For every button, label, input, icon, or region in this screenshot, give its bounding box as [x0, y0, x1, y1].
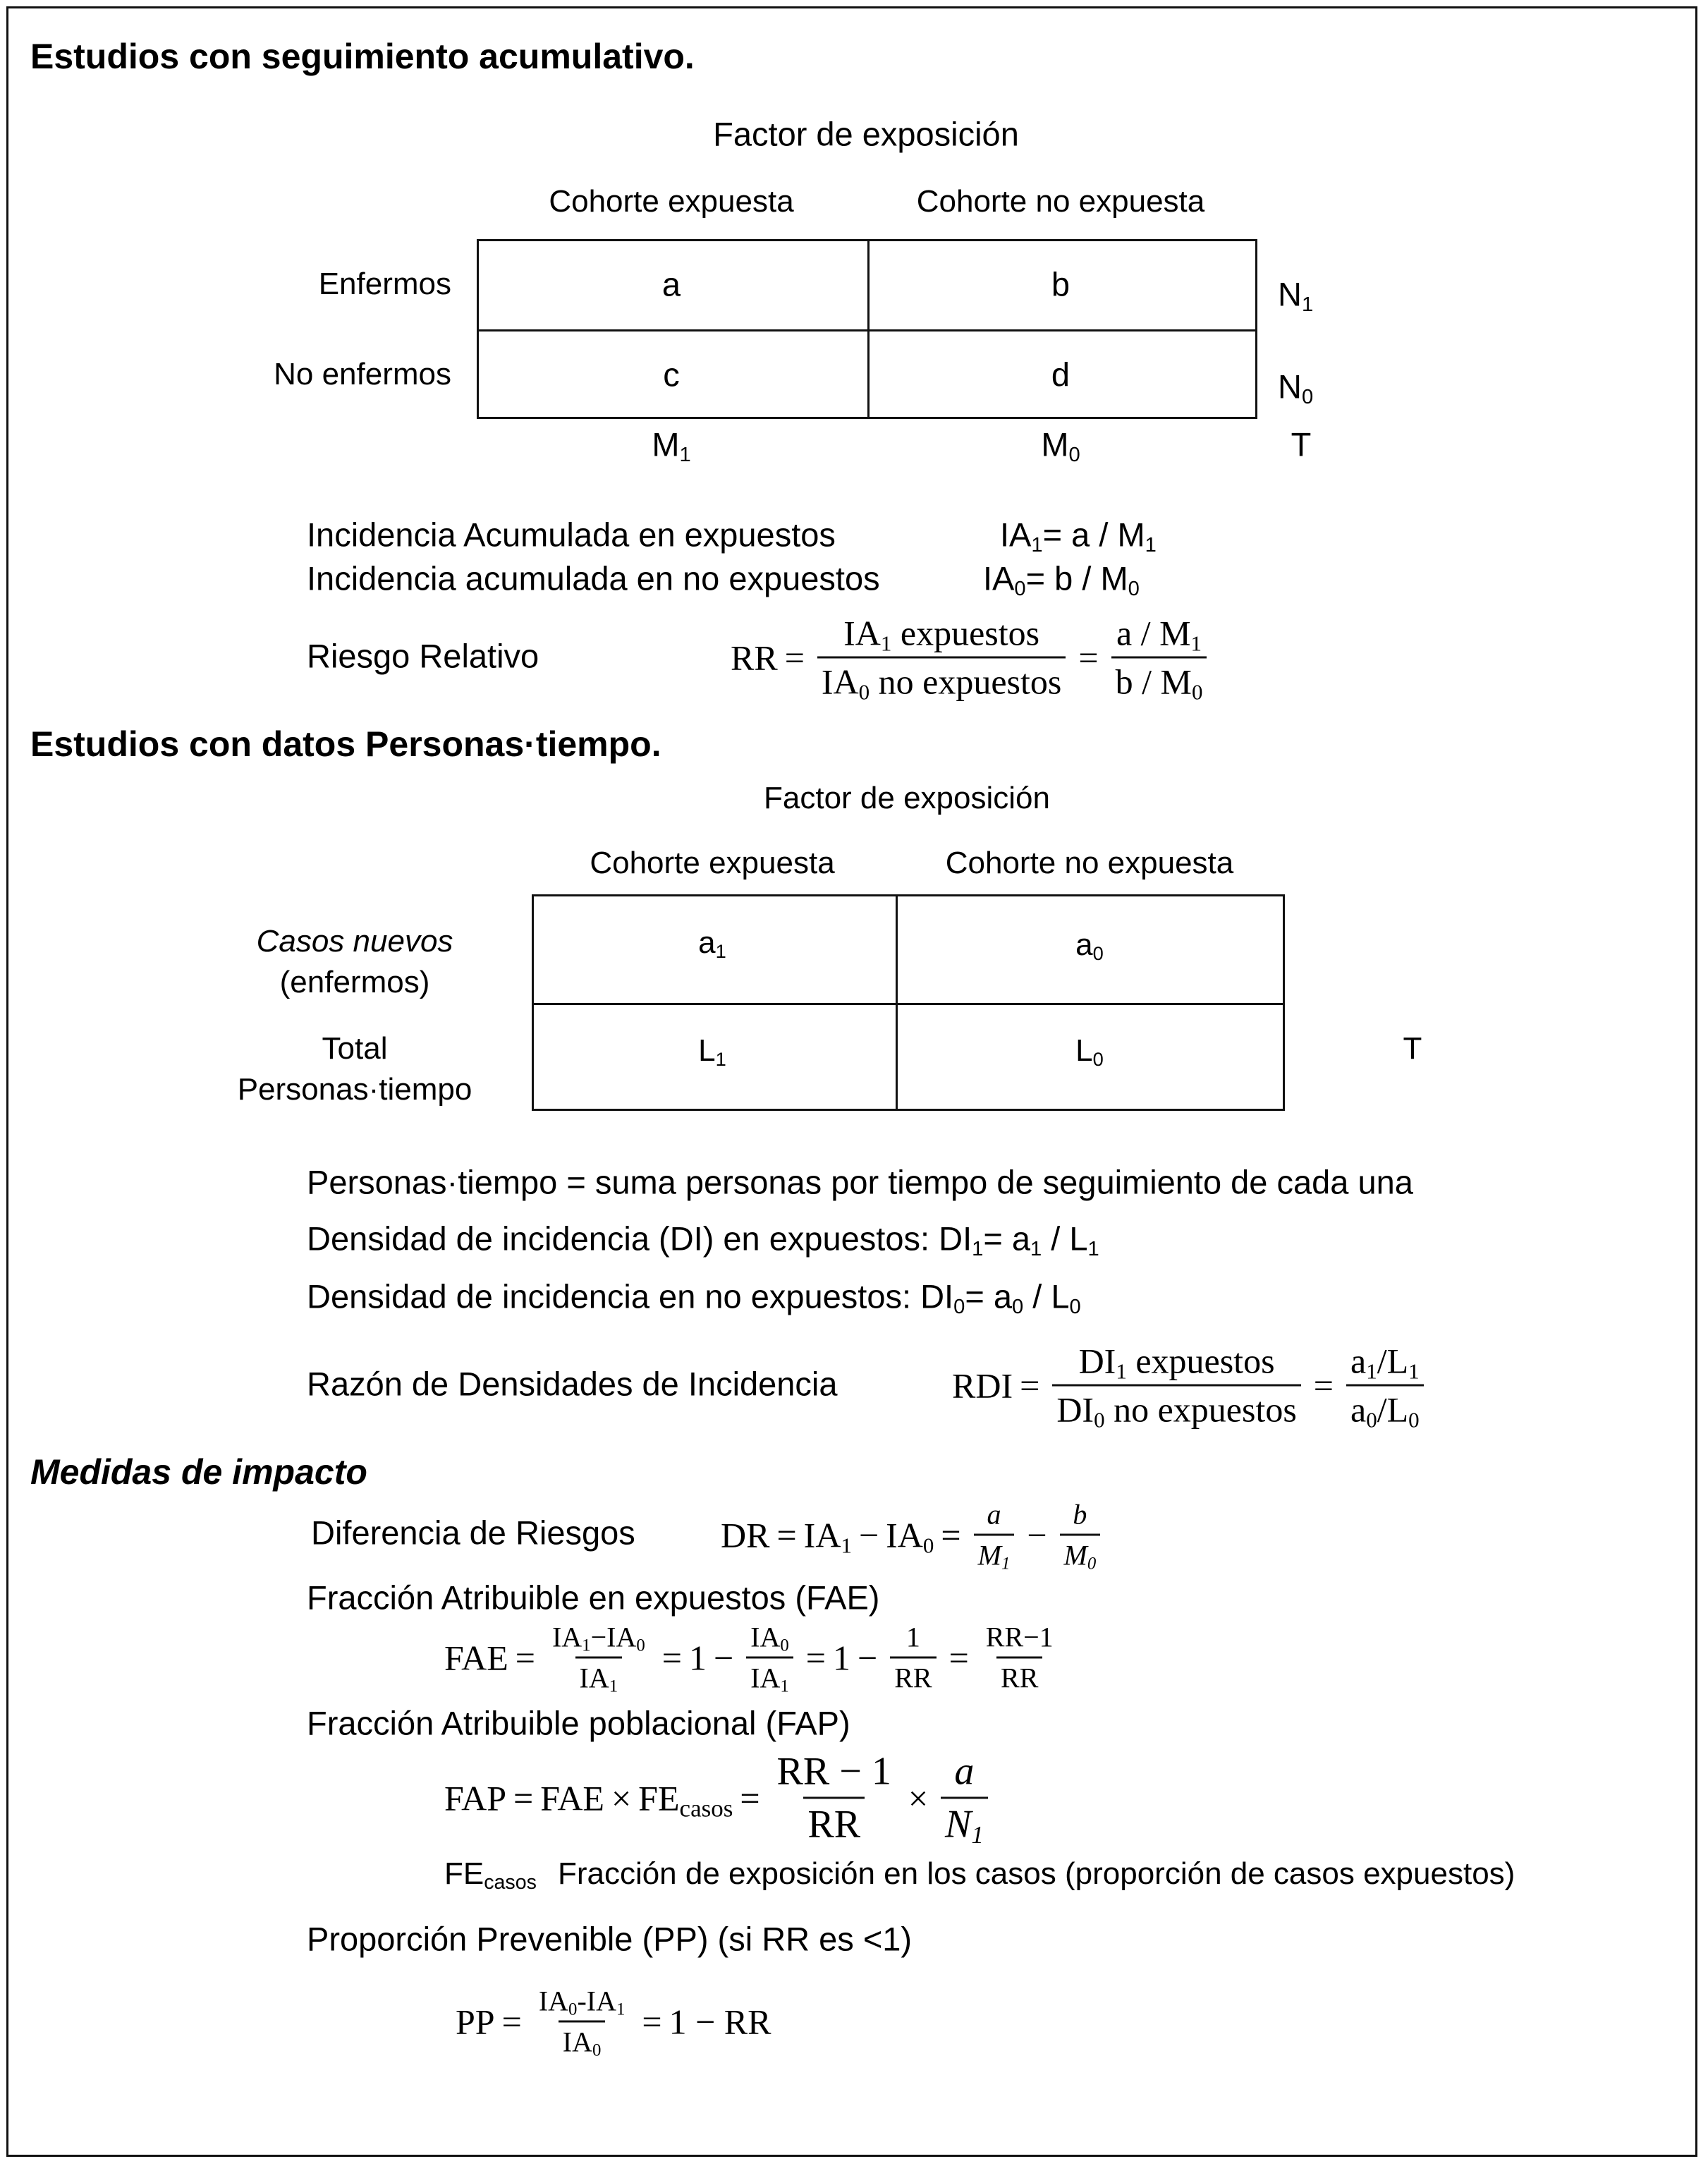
cell-a: a [661, 265, 681, 303]
cell-d: d [1051, 355, 1070, 394]
cell-a1: $a_1$ [698, 925, 726, 962]
fae-fraction-4: $\frac{RR-1}{RR}$ [985, 1621, 1054, 1694]
section-title-impact: Medidas de impacto [30, 1452, 367, 1492]
cell-b: b [1051, 265, 1070, 303]
cell-c: c [663, 355, 680, 394]
fae-fraction-1: $\frac{IA_1-IA_0}{IA_1}$ [551, 1621, 645, 1696]
col-total-m1: $M_1$ [652, 425, 691, 466]
row-label-not-sick: No enfermos [274, 357, 451, 391]
ia0-formula: $IA_0= b / M_0$ [983, 559, 1140, 600]
cell-l1: $L_1$ [698, 1033, 726, 1070]
col-header-exposed-2: Cohorte expuesta [590, 846, 835, 880]
rr-label: Riesgo Relativo [307, 637, 539, 675]
dr-label: Diferencia de Riesgos [311, 1514, 635, 1552]
fap-fraction-2: $\frac{a}{N_1}$ [941, 1749, 988, 1847]
di1-line: Densidad de incidencia (DI) en expuestos: $DI_1= a_1 / L_1$ [307, 1219, 1099, 1260]
rr-symbol: RR [731, 638, 778, 677]
row-label-sick-paren: (enfermos) [279, 965, 430, 999]
table-divider-horizontal [534, 1003, 1283, 1005]
col-header-unexposed-1: Cohorte no expuesta [916, 184, 1205, 219]
rr-fraction-2: $\frac{a / M_1}{b / M_0}$ [1111, 613, 1207, 702]
rdi-fraction-1: $\frac{DI_1 expuestos}{DI_0 no expuestos}$ [1052, 1341, 1300, 1430]
factor-label-1: Factor de exposición [713, 115, 1019, 153]
section-title-person-time: Estudios con datos Personas·tiempo. [30, 724, 661, 764]
ia1-label: Incidencia Acumulada en expuestos [307, 516, 836, 554]
grand-total-1: T [1291, 425, 1312, 463]
ia1-formula: $IA_1= a / M_1$ [1000, 516, 1157, 556]
row-label-new-cases: Casos nuevos [256, 924, 453, 959]
section-title-cumulative: Estudios con seguimiento acumulativo. [30, 37, 695, 76]
fae-fraction-3: $\frac{1}{RR}$ [890, 1621, 936, 1695]
dr-formula: DR = $IA_1$ − $IA_0$ = $\frac{a}{M_1}$ − $\frac{b}{M_0}$ [721, 1498, 1106, 1572]
col-total-m0: $M_0$ [1041, 425, 1080, 466]
fap-formula: FAP = FAE × $FE_{casos}$ = $\frac{RR - 1}{RR}$ × $\frac{a}{N_1}$ [444, 1749, 994, 1847]
cell-a0: $a_0$ [1075, 927, 1104, 964]
rr-formula: RR = $\frac{IA_1 expuestos}{IA_0 no expuestos}$ = $\frac{a / M_1}{b / M_0}$ [731, 613, 1212, 702]
pp-formula: PP = $\frac{IA_0-IA_1}{IA_0}$ = 1 − RR [456, 1985, 771, 2060]
fap-label: Fracción Atribuible poblacional (FAP) [307, 1704, 850, 1742]
pp-fraction: $\frac{IA_0-IA_1}{IA_0}$ [538, 1985, 626, 2060]
fae-fraction-2: $\frac{IA_0}{IA_1}$ [746, 1621, 793, 1695]
row-label-person-time: Personas·tiempo [237, 1072, 472, 1107]
rdi-formula: RDI = $\frac{DI_1 expuestos}{DI_0 no expuestos}$ = $\frac{a_1/L_1}{a_0/L_0}$ [952, 1341, 1429, 1430]
rdi-label: Razón de Densidades de Incidencia [307, 1365, 838, 1403]
row-total-n1: $N_1$ [1278, 275, 1314, 316]
dr-fraction-2: $\frac{b}{M_0}$ [1060, 1498, 1101, 1572]
fae-formula: FAE = $\frac{IA_1-IA_0}{IA_1}$ = 1 − $\frac{IA_0}{IA_1}$ = 1 − $\frac{1}{RR}$ = $\frac{RR-1}{RR}$ [444, 1621, 1063, 1695]
row-total-n0: $N_0$ [1278, 367, 1314, 408]
rdi-fraction-2: $\frac{a_1/L_1}{a_0/L_0}$ [1346, 1341, 1424, 1430]
row-label-sick: Enfermos [318, 267, 451, 301]
fae-label: Fracción Atribuible en expuestos (FAE) [307, 1578, 880, 1617]
col-header-unexposed-2: Cohorte no expuesta [945, 846, 1234, 880]
table-divider-horizontal [479, 329, 1255, 331]
rr-fraction-1: $\frac{IA_1 expuestos}{IA_0 no expuestos}$ [817, 613, 1066, 702]
cell-l0: $L_0$ [1075, 1033, 1104, 1070]
pp-label: Proporción Prevenible (PP) (si RR es <1) [307, 1920, 913, 1958]
contingency-table-1 [477, 239, 1257, 419]
di0-line: Densidad de incidencia en no expuestos: $DI_0= a_0 / L_0$ [307, 1277, 1081, 1318]
factor-label-2: Factor de exposición [764, 781, 1050, 815]
dr-fraction-1: $\frac{a}{M_1}$ [974, 1498, 1015, 1572]
col-header-exposed-1: Cohorte expuesta [549, 184, 794, 219]
person-time-definition: Personas·tiempo = suma personas por tiempo de seguimiento de cada una [307, 1163, 1413, 1201]
grand-total-2: T [1403, 1031, 1422, 1066]
fap-fraction-1: $\frac{RR - 1}{RR}$ [776, 1749, 891, 1846]
ia0-label: Incidencia acumulada en no expuestos [307, 559, 880, 597]
fe-casos-note: $FE_{casos}$ Fracción de exposición en los casos (proporción de casos expuestos) [444, 1856, 1515, 1894]
person-time-table [532, 894, 1285, 1111]
row-label-total: Total [322, 1031, 388, 1066]
